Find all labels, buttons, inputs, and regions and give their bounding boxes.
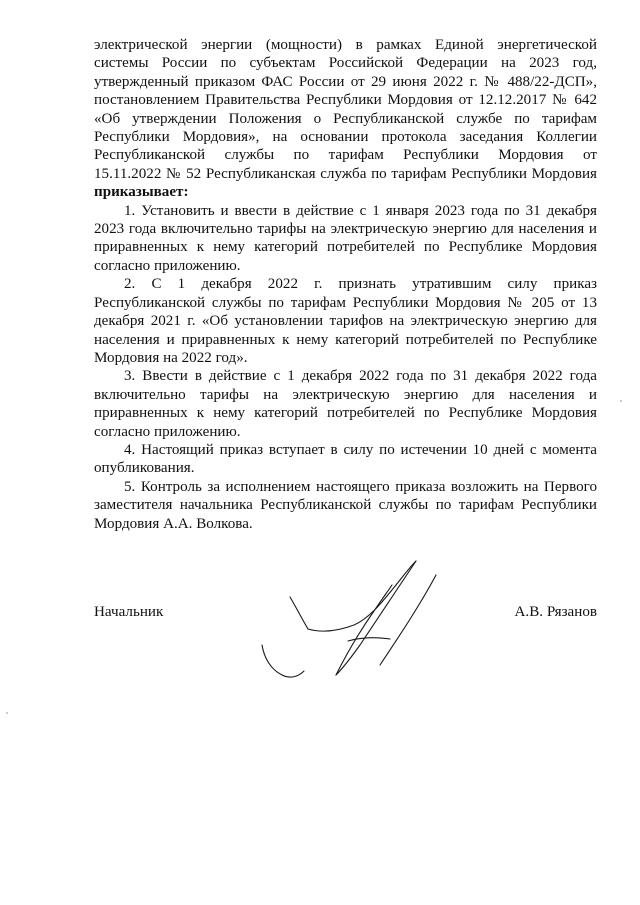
intro-line-4: постановлением Правительства Республики Мордовия от 12.12.2017 № 642 bbox=[94, 92, 597, 109]
order-item-5: 5. Контроль за исполнением настоящего приказа возложить на Первого заместителя начальника Республиканской службы по тарифам Республики Мордовия А.А. Волкова. bbox=[94, 478, 597, 532]
intro-line-3: утвержденный приказом ФАС России от 29 июня 2022 г. № 488/22-ДСП», bbox=[94, 73, 597, 90]
order-item-1: 1. Установить и ввести в действие с 1 января 2023 года по 31 декабря 2023 года включительно тарифы на электрическую энергию для населения и приравненных к нему категорий потребителей по Республике Мордовия согласно приложению. bbox=[94, 202, 597, 274]
document-body bbox=[94, 36, 597, 533]
intro-line-7: Республиканской службы по тарифам Республики Мордовия от bbox=[94, 147, 597, 164]
order-word: приказывает: bbox=[94, 184, 189, 201]
scan-artifact-dot bbox=[620, 400, 622, 402]
intro-line-5: «Об утверждении Положения о Республиканской службе по тарифам bbox=[94, 110, 597, 127]
handwritten-signature bbox=[250, 545, 460, 695]
intro-line-2: системы России по субъектам Российской Федерации на 2023 год, bbox=[94, 55, 597, 72]
scan-artifact-dot bbox=[6, 712, 8, 714]
order-item-3: 3. Ввести в действие с 1 декабря 2022 года по 31 декабря 2022 года включительно тарифы на электрическую энергию для населения и приравненных к нему категорий потребителей по Республике Мордовия согласно приложению. bbox=[94, 368, 597, 440]
intro-line-8: 15.11.2022 № 52 Республиканская служба по тарифам Республики Мордовия bbox=[94, 165, 597, 182]
signer-name: А.В. Рязанов bbox=[514, 604, 597, 620]
order-item-2: 2. С 1 декабря 2022 г. признать утратившим силу приказ Республиканской службы по тарифам Республики Мордовия № 205 от 13 декабря 2021 г. «Об установлении тарифов на электрическую энергию для населения и приравненных к нему категорий потребителей по Республике Мордовия на 2022 год». bbox=[94, 276, 597, 366]
order-item-4: 4. Настоящий приказ вступает в силу по истечении 10 дней с момента опубликования. bbox=[94, 441, 597, 477]
intro-line-6: Республики Мордовия», на основании протокола заседания Коллегии bbox=[94, 129, 597, 146]
intro-line-1: электрической энергии (мощности) в рамках Единой энергетической bbox=[94, 37, 597, 53]
signer-position: Начальник bbox=[94, 604, 164, 620]
